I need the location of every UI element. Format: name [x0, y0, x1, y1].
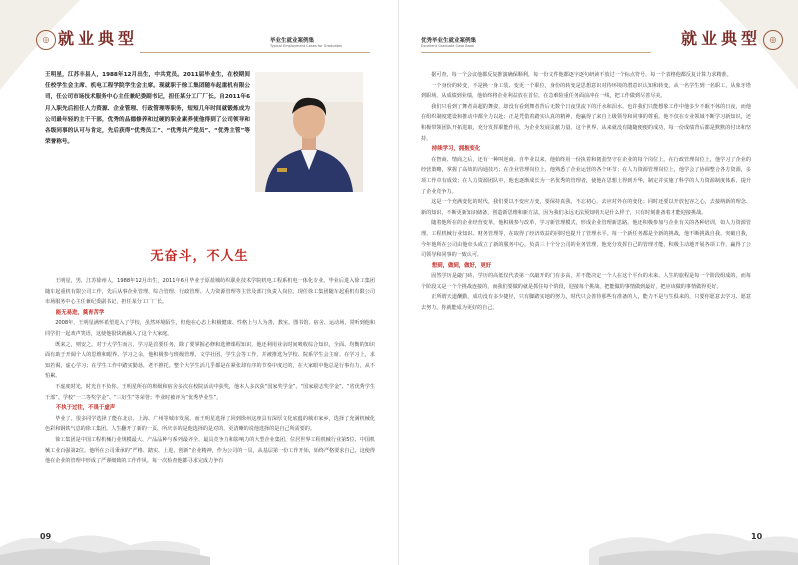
body-paragraph: 2008年，王明星满怀希望进入了学校，虽然环境陌生，但他在心态上积极健康、性格上与人为善，教室、图书馆、宿舍、运动场，常听到他和同学们一起欢声笑语，这使他很快就融入了这个大家庭。 — [45, 320, 375, 337]
body-paragraph: 随着他所在的企业经营变革，他积极参与改革，学习新管理模式，形成企业管理新思路。他还积极参加与企业有关的各种培训，如人力资源管理、工程机械行业知识、财务管理等，在取得了经济效益的同时也提升了管理水平。每一个新任务都是全新的挑战，他不断挑战自我、突破自我，今年他所在公司由他牵头成立了新的服务中心，负责三十个分公司的业务管理，他充分发挥自己的管理才能，积极主动地开展各项工作，赢得了公司领导和同事的一致认可。 — [421, 220, 751, 259]
article-title: 无奋斗，不人生 — [150, 249, 249, 264]
portrait-image — [255, 72, 363, 192]
body-paragraph: 不虚度时光，时光自不负你。王明星所在的班级和宿舍多次在校院活动中获奖，他本人多次获“国家奖学金”、“国家励志奖学金”、“省优秀学生干部”、学校“一二等奖学金”、“三好生”等荣誉；毕业时被评为“优秀毕业生”。 — [45, 383, 375, 401]
body-paragraph: 王明星，男，江苏徐州人，1988年12月出生，2011年6月毕业于原盐城纺织职业技术学院机电工程系机电一体化专业。毕业后进入徐工集团随车起重机有限公司工作，先后从事企业管理、综合管理、行政管理、人力资源管理等主管及部门负责人岗位。现任徐工集团随车起重机有限公司市场服务中心主任兼纪委副书记，担任某分工厂厂长。 — [45, 278, 375, 306]
body-paragraph: 在智商、情商之后，还有一种叫逆商。自毕业以来，他始终用一份执着和韧劲坚守在企业的每个岗位上。在行政管理岗位上，他学习了企业的经营策略，掌握了高效的沟通技巧；在企业管理岗位上，他熟悉了企业运营的各个环节；在人力资源管理岗位上，他学会了协调整合各方资源，多项工作卓有成效；在人力资源团队中，他也逐渐成长为一名优秀的管理者，使他在思想上得到升华，制定并实施了科学的人力资源制度体系，提升了企业竞争力。 — [421, 156, 751, 195]
left-article-body — [45, 276, 375, 531]
body-paragraph: 固然学历是敲门砖，学历的高低仅代表第一次敲开的门有多高，并不能决定一个人在这个平台的未来。人生的旅程是每一个阶段组成的，而每个阶段又是一个个挑战连接的，而我们要做的就是抓住每个阶段，迎接每个挑战，把能做的事情做到最好，把应该做的事情做得更好。 — [421, 273, 751, 290]
section-heading: 持续学习，拥抱变化 — [431, 146, 481, 153]
right-article-body — [421, 70, 751, 515]
header-subtitle-en: Typical Employment Cases for Graduates — [270, 44, 342, 48]
body-paragraph: 我们只看到了舞者高超的舞姿，却没有看到舞者背后无数个日夜里流下的汗水和泪水。也许我们只能想象工作中他多少不眠不休的日夜，而他在组织制度建设和推动中都全力以赴；正是凭借着踏实认真的精神，他赢得了来自上级领导和同事的尊重。他不仅在专业领域不断学习新知识，还积极带领团队开拓进取，充分发挥职能作用，为企业发展贡献力量。这个世界，从来就没有随随便便的成功，每一份成绩背后都是默默的付出和坚持。 — [421, 103, 751, 142]
page-number: 10 — [751, 532, 763, 541]
body-paragraph: 据可查，每一个会议他都反复推演确保顺利，每一份文件他都逐字逐句研读不放过一个标点符号，每一个表格他都反复计算力求精准。 — [431, 72, 732, 78]
header-rule — [421, 52, 651, 53]
header-seal-icon: ◎ — [36, 30, 56, 50]
header-subtitle-en: Excellent Graduate Case Book — [421, 44, 475, 48]
body-paragraph: 毕业了，很多同学选择了能在北京、上海、广州等城市发展。而王明星选择了回到徐州这座具有深厚文化底蕴的城市家乡，选择了充满机械化色彩和钢铁气息的徐工集团。人生翻开了新的一页，所庆幸的是他选择的是对的，更清晰的说他选择的是自己所需要的。 — [45, 415, 375, 433]
body-paragraph: 一个身份的转变，不是换一身工装、变更一个职位，身份的转变是思想意识对待环境的潜意识认知和转变。从一名学生到一名职工，从象牙塔到职场，从成绩到业绩，他始终将企业利益放在首位，在急难险重任务面前冲在一线，把工作做到尽善尽美。 — [421, 82, 751, 100]
header-title: 就业典型 — [681, 29, 762, 48]
header-title: 就业典型 — [58, 29, 139, 48]
profile-text: 王明星，江苏丰县人，1988年12月出生，中共党员。2011届毕业生，在校期间任校学生会主席、机电工程学院学生会主席。现就职于徐工集团随车起重机有限公司，任公司市场技术服务中心主任兼纪委副书记，担任某分工厂厂长。自2011年6月入职先后担任人力资源、企业管理、行政管理等职务，短短几年时间就锻炼成为公司最年轻的主干干部，优秀的品德修养和过硬的职业素养使他得到了公司领导和各级同事的认可与肯定，先后获得“优秀员工”、“优秀共产党员”、“优秀主管”等荣誉称号。 — [45, 72, 250, 146]
page-number: 09 — [40, 532, 52, 541]
section-heading: 不执于过往，不畏于虚声 — [55, 405, 116, 412]
header-subtitle: 优秀毕业生就业案例集 — [421, 38, 477, 44]
right-page — [399, 0, 798, 565]
body-paragraph: 正所谓天道酬勤，成功没有多少捷径，只有脚踏实地的努力。时代只会善待那些有准备的人，能力不是与生俱来的，只要你愿意去学习、愿意去努力，你就能成为更好的自己。 — [421, 294, 751, 312]
profile-photo — [255, 72, 363, 192]
section-heading: 能无易进，奠育苦学 — [55, 309, 105, 316]
body-paragraph: 徐工集团是中国工程机械行业规模最大、产品品种与系列最齐全、最具竞争力和影响力的大型企业集团，位居世界工程机械行业第5位、中国机械工业百强第2位。他所在公司秉承的“严格、踏实、上进、创新”企业精神，作为公司的一员，从基层第一份工作开始，始终严格要求自己，这使得他在企业的管理中形成了严谨细致的工作作风。每一次检查他都寻求完成力争有 — [45, 436, 375, 465]
body-paragraph: 这是一个充满变化的时代，我们要以不变应万变，要保持真我、不忘初心，去应对外在的变化；同时还要以开放包容之心，去接纳新的理念、新的知识，不断更新知识储备，创造新思维和新方法，因为我们永远无法预知明天是什么样子，只有时刻准备着才能迎接挑战。 — [421, 199, 751, 216]
body-paragraph: 既来之，则安之。对于大学生而言，学习是首要任务，除了要掌握必修和选修课程知识，他还利用业余时间吸收综合知识，全面、均衡的知识面有助于开阔个人的思维和眼界。学习之余，他积极参与班级管理、文学社团、学生会等工作，并被推选为学校、院系学生会主席。在学习上，求知若渴，虚心学习；在学生工作中踏实勤恳，老不推托。整个大学生活几乎都是在紧张却有序的节奏中度过的，在大家眼中他总是行事有力，从不怕累。 — [45, 341, 375, 380]
ink-mountain-decoration — [0, 517, 399, 565]
ink-mountain-decoration — [399, 517, 798, 565]
header-subtitle: 毕业生就业案例集 — [270, 38, 315, 44]
header-rule — [140, 52, 370, 53]
section-heading: 想到，做到，做好，更好 — [431, 262, 492, 269]
header-seal-icon: ◎ — [763, 30, 783, 50]
